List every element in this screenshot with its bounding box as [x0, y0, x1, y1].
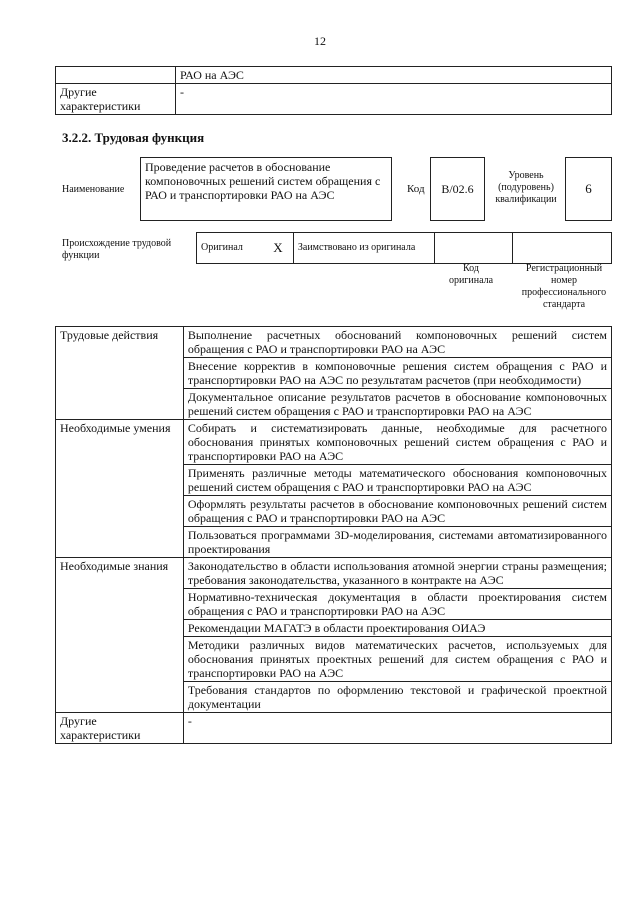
table-cell: Методики различных видов математических расчетов, используемых для обоснования принятых проектных решений для систем обращения с РАО и транспортировки РАО на АЭС — [183, 637, 611, 682]
table-cell: РАО на АЭС — [176, 67, 612, 84]
table-cell: Документальное описание результатов расчетов в обоснование компоновочных решений систем обращения с РАО и транспортировки РАО на АЭС — [183, 389, 611, 420]
table-cell: Требования стандартов по оформлению текстовой и графической проектной документации — [183, 682, 611, 713]
borrowed-label: Заимствовано из оригинала — [293, 233, 434, 264]
table-cell — [56, 67, 176, 84]
table-cell: - — [183, 713, 611, 744]
code-value: В/02.6 — [441, 181, 474, 196]
level-value: 6 — [585, 181, 592, 196]
level-box — [565, 157, 612, 221]
function-name-box — [140, 157, 392, 221]
origin-code-cell — [434, 233, 513, 264]
table-row — [56, 420, 612, 465]
origin-code-caption: Код оригинала — [448, 263, 494, 286]
original-mark: Х — [263, 233, 293, 264]
table-cell: Нормативно-техническая документация в области проектирования систем обращения с РАО и транспортировки РАО на АЭС — [183, 589, 611, 620]
level-label: Уровень (подуровень) квалификации — [495, 170, 557, 205]
row-label: Необходимые умения — [56, 420, 184, 558]
table-cell: Оформлять результаты расчетов в обоснование компоновочных решений систем обращения с РАО и транспортировки РАО на АЭС — [183, 496, 611, 527]
table-cell: Пользоваться программами 3D-моделирования, системами автоматизированного проектирования — [183, 527, 611, 558]
table-cell: Собирать и систематизировать данные, необходимые для расчетного обоснования принятых компоновочных решений систем обращения с РАО и транспортировки РАО на АЭС — [183, 420, 611, 465]
origin-table — [196, 232, 612, 264]
name-label: Наименование — [62, 184, 125, 195]
table-row — [56, 713, 612, 744]
row-label: Трудовые действия — [56, 327, 184, 420]
origin-label: Происхождение трудовой функции — [62, 238, 172, 261]
row-label: Необходимые знания — [56, 558, 184, 713]
table-cell: Применять различные методы математического обоснования компоновочных решений систем обращения с РАО и транспортировки РАО на АЭС — [183, 465, 611, 496]
code-label: Код — [407, 183, 425, 195]
function-name: Проведение расчетов в обоснование компоновочных решений систем обращения с РАО и транспортировки РАО на АЭС — [145, 160, 381, 202]
table-cell: Законодательство в области использования атомной энергии страны размещения; требования законодательства, указанного в контракте на АЭС — [183, 558, 611, 589]
original-label: Оригинал — [197, 233, 263, 264]
main-table — [55, 326, 612, 744]
row-label: Другие характеристики — [56, 84, 176, 115]
table-cell: Рекомендации МАГАТЭ в области проектирования ОИАЭ — [183, 620, 611, 637]
reg-number-caption: Регистрационный номер профессионального стандарта — [521, 263, 607, 310]
table-cell: Внесение корректив в компоновочные решения систем обращения с РАО и транспортировки РАО на АЭС по результатам расчетов (при необходимости) — [183, 358, 611, 389]
table-row — [56, 558, 612, 589]
top-table — [55, 66, 612, 115]
page-number: 12 — [314, 34, 326, 48]
reg-number-cell — [513, 233, 612, 264]
row-label: Другие характеристики — [56, 713, 184, 744]
code-box — [430, 157, 485, 221]
table-cell: Выполнение расчетных обоснований компоновочных решений систем обращения с РАО и транспортировки РАО на АЭС — [183, 327, 611, 358]
table-row — [56, 327, 612, 358]
section-title: 3.2.2. Трудовая функция — [62, 130, 205, 145]
table-row — [56, 67, 612, 84]
table-cell: - — [176, 84, 612, 115]
table-row — [56, 84, 612, 115]
table-row — [197, 233, 612, 264]
